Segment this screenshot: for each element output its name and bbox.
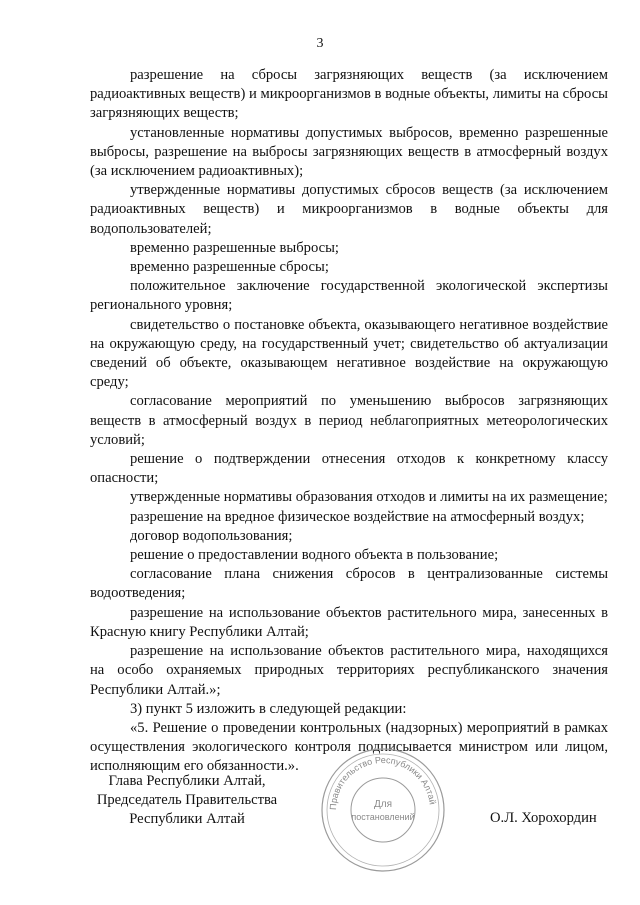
- stamp-inner-ring: [351, 778, 415, 842]
- paragraph: положительное заключение государственной экологической экспертизы регионального уровня;: [90, 278, 608, 314]
- paragraph: свидетельство о постановке объекта, оказывающего негативное воздействие на окружающую среду, на государственный учет; свидетельство об актуализации сведений об объекте, оказывающем негативное воздействие на окружающую среду;: [90, 316, 608, 391]
- paragraph: «5. Решение о проведении контрольных (надзорных) мероприятий в рамках осуществления экологического контроля подписывается министром или лицом, исполняющим его обязанности.».: [90, 719, 608, 775]
- official-stamp: [318, 745, 448, 875]
- paragraph: разрешение на использование объектов растительного мира, занесенных в Красную книгу Республики Алтай;: [90, 604, 608, 640]
- paragraph: утвержденные нормативы образования отходов и лимиты на их размещение;: [130, 489, 608, 506]
- stamp-outer-ring: [322, 749, 444, 871]
- paragraph: решение о подтверждении отнесения отходов к конкретному классу опасности;: [90, 451, 608, 487]
- paragraph: временно разрешенные сбросы;: [130, 259, 329, 276]
- paragraph: утвержденные нормативы допустимых сбросов веществ (за исключением радиоактивных веществ) и микроорганизмов в водные объекты для водопользователей;: [90, 182, 608, 237]
- stamp-middle-ring: [327, 754, 439, 866]
- paragraph: разрешение на сбросы загрязняющих веществ (за исключением радиоактивных веществ) и микроорганизмов в водные объекты, лимиты на сбросы загрязняющих веществ;: [90, 67, 608, 122]
- page-number: 3: [316, 36, 324, 51]
- paragraph: согласование мероприятий по уменьшению выбросов загрязняющих веществ в атмосферный воздух в период неблагоприятных метеорологических условий;: [90, 393, 608, 448]
- document-body: [90, 66, 608, 777]
- signatory-title-line: Председатель Правительства: [96, 792, 278, 808]
- paragraph: разрешение на использование объектов растительного мира, находящихся на особо охраняемых природных территориях республиканского значения Республики Алтай.»;: [90, 643, 608, 698]
- signatory-title-line: Глава Республики Алтай,: [108, 773, 266, 789]
- signatory-title: [92, 772, 282, 829]
- signatory-title-line: Республики Алтай: [129, 811, 245, 827]
- paragraph: разрешение на вредное физическое воздействие на атмосферный воздух;: [130, 508, 585, 525]
- signatory-name: О.Л. Хорохордин: [490, 810, 597, 826]
- stamp-ring-text: Правительство Республики Алтай: [327, 754, 438, 811]
- stamp-center-text: Для: [373, 799, 393, 810]
- stamp-center-text: постановлений: [351, 812, 415, 822]
- paragraph: 3) пункт 5 изложить в следующей редакции:: [130, 700, 407, 717]
- paragraph: установленные нормативы допустимых выбросов, временно разрешенные выбросы, разрешение на выбросы загрязняющих веществ в атмосферный воздух (за исключением радиоактивных);: [90, 124, 608, 180]
- paragraph: согласование плана снижения сбросов в централизованные системы водоотведения;: [90, 566, 608, 602]
- paragraph: временно разрешенные выбросы;: [130, 239, 339, 256]
- paragraph: решение о предоставлении водного объекта в пользование;: [130, 547, 499, 564]
- paragraph: договор водопользования;: [130, 527, 293, 544]
